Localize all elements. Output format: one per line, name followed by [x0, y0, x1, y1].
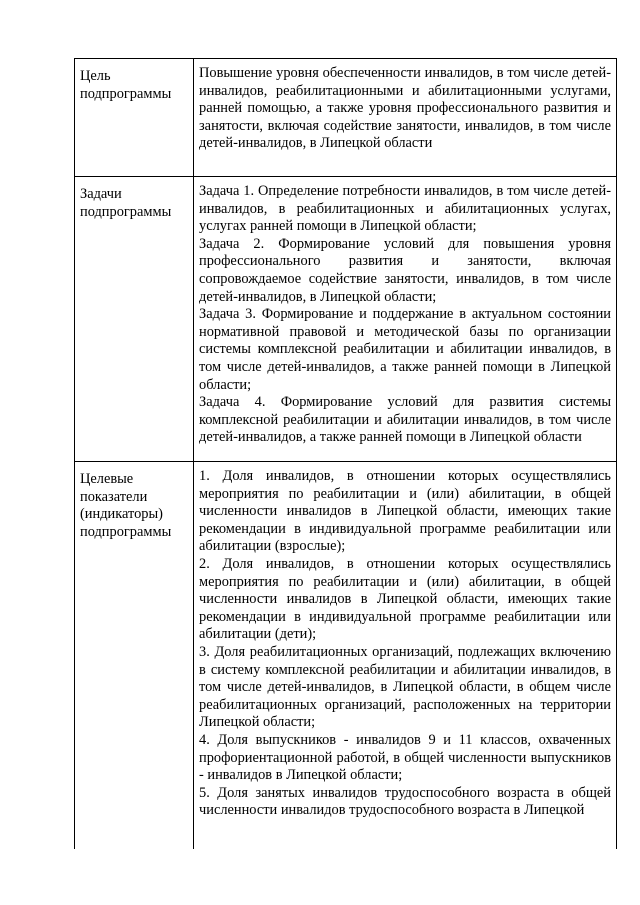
indicator-item: 1. Доля инвалидов, в отношении которых осуществлялись мероприятия по реабилитации и (или) абилитации, в общей численности инвалидов в Липецкой области, имеющих такие рекомендации в индивидуальной программе реабилитации или абилитации (взрослые);	[199, 468, 611, 555]
row-label: Целевые показатели (индикаторы) подпрограммы	[80, 471, 172, 540]
row-label-cell	[75, 177, 194, 462]
indicator-item: 4. Доля выпускников - инвалидов 9 и 11 классов, охваченных профориентационной работой, в общей численности выпускников - инвалидов в Липецкой области;	[199, 731, 611, 784]
subprogram-passport-table	[74, 58, 617, 849]
indicator-item: 2. Доля инвалидов, в отношении которых осуществлялись мероприятия по реабилитации и (или) абилитации, в общей численности инвалидов в Липецкой области, имеющих такие рекомендации в индивидуальной программе реабилитации или абилитации (дети);	[199, 555, 611, 643]
indicator-item: 5. Доля занятых инвалидов трудоспособного возраста в общей численности инвалидов трудоспособного возраста в Липецкой	[199, 784, 611, 819]
task-item: Задача 3. Формирование и поддержание в актуальном состоянии нормативной правовой и методической базы по организации системы комплексной реабилитации и абилитации инвалидов, в том числе детей-инвалидов, а также ранней помощи в Липецкой области;	[199, 306, 611, 393]
row-content-cell	[194, 59, 617, 177]
row-label-cell	[75, 59, 194, 177]
row-label-cell	[75, 462, 194, 849]
table-row-goal	[75, 59, 617, 177]
table-row-tasks	[75, 177, 617, 462]
row-label: Цель подпрограммы	[80, 68, 172, 102]
row-content-cell	[194, 462, 617, 849]
indicator-item: 3. Доля реабилитационных организаций, подлежащих включению в систему комплексной реабилитации и абилитации инвалидов, в том числе детей-инвалидов, в Липецкой области, в общем числе реабилитационных организаций, расположенных на территории Липецкой области;	[199, 643, 611, 731]
row-content-cell	[194, 177, 617, 462]
row-label: Задачи подпрограммы	[80, 186, 172, 220]
task-item: Задача 1. Определение потребности инвалидов, в том числе детей-инвалидов, в реабилитационных и абилитационных услугах, услугах ранней помощи в Липецкой области;	[199, 183, 611, 235]
task-item: Задача 4. Формирование условий для развития системы комплексной реабилитации и абилитации инвалидов, в том числе детей-инвалидов, а также ранней помощи в Липецкой области	[199, 394, 611, 446]
table-row-indicators	[75, 462, 617, 849]
goal-text: Повышение уровня обеспеченности инвалидов, в том числе детей-инвалидов, реабилитационными и абилитационными услугами, ранней помощью, а также уровня профессионального развития и занятости, включая содействие занятости, инвалидов, в том числе детей-инвалидов, в Липецкой области	[199, 65, 611, 152]
task-item: Задача 2. Формирование условий для повышения уровня профессионального развития и занятости, включая сопровождаемое содействие занятости, инвалидов, в том числе детей-инвалидов, в Липецкой области;	[199, 235, 611, 305]
